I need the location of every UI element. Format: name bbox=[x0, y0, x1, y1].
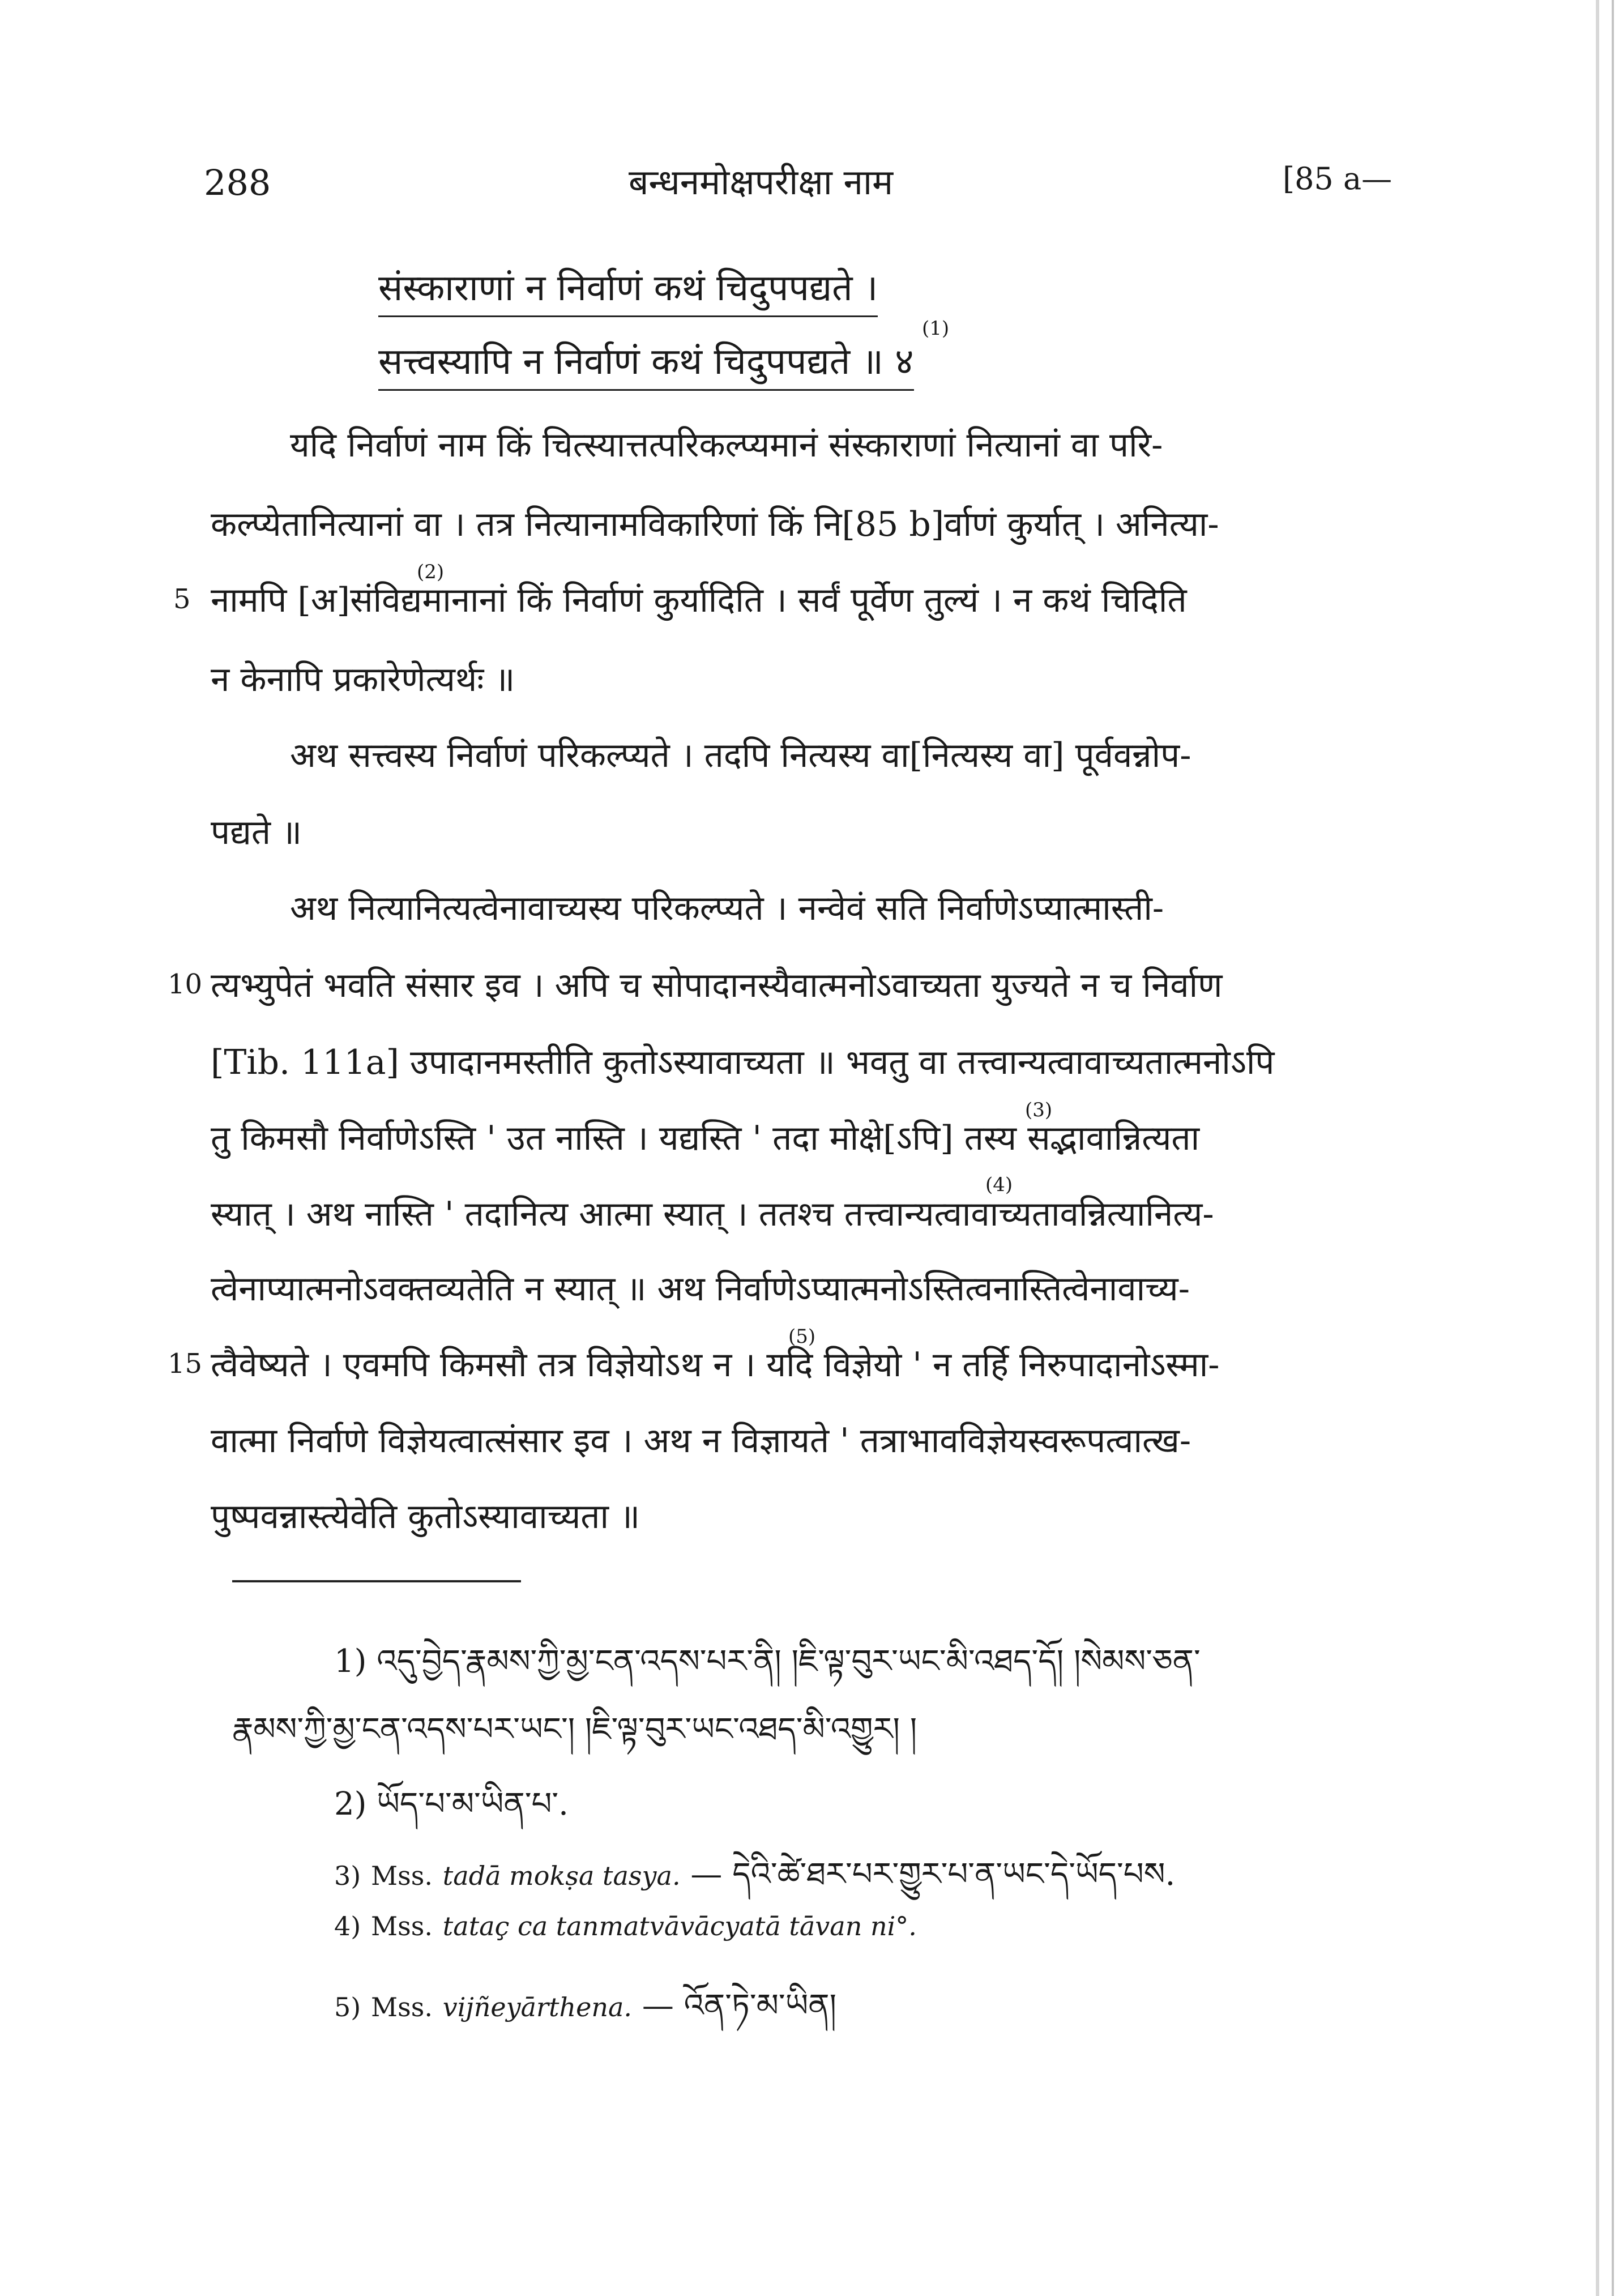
footnote-number: 5) bbox=[334, 1992, 361, 2022]
footnote-4 bbox=[334, 1906, 917, 1943]
footnote-tibetan: དེའི་ཚེ་ཐར་པར་གྱུར་པ་ན་ཡང་དེ་ཡོད་པས. bbox=[732, 1856, 1176, 1893]
body-line: त्यभ्युपेतं भवति संसार इव । अपि च सोपादानस्यैवात्मनोऽवाच्यता युज्यते न च निर्वाण bbox=[211, 966, 1223, 1005]
verse-line-2: सत्त्वस्यापि न निर्वाणं कथं चिदुपपद्यते ॥ ४ bbox=[378, 335, 914, 391]
footnote-label: Mss. bbox=[371, 1992, 433, 2022]
scan-edge bbox=[1612, 0, 1614, 2296]
body-line: कल्प्येतानित्यानां वा । तत्र नित्यानामविकारिणां किं नि[85 b]र्वाणं कुर्यात् । अनित्या- bbox=[211, 505, 1219, 544]
page-number: 288 bbox=[204, 162, 271, 203]
footnote-tibetan: འོན་ཏེ་མ་ཡིན། bbox=[684, 1987, 837, 2024]
footnote-number: 1) bbox=[334, 1643, 367, 1680]
body-line: तु किमसौ निर्वाणेऽस्ति ' उत नास्ति । यद्यस्ति ' तदा मोक्षे[ऽपि] तस्य सद्भावान्नित्यता bbox=[211, 1119, 1200, 1158]
line-number: 5 bbox=[173, 583, 191, 615]
footnote-dash: — bbox=[690, 1856, 723, 1893]
footnote-reading: vijñeyārthena. bbox=[442, 1992, 632, 2022]
footnote-mark: (1) bbox=[922, 317, 950, 340]
footnote-text: རྣམས་ཀྱི་མྱ་ངན་འདས་པར་ཡང་། །ཇི་ལྟ་བུར་ཡང་འཐད་མི་འགྱུར། ། bbox=[232, 1711, 917, 1748]
footnote-text: འདུ་བྱེད་རྣམས་ཀྱི་མྱ་ངན་འདས་པར་ནི། །ཇི་ལྟ་བུར་ཡང་མི་འཐད་དོ། །སེམས་ཅན་ bbox=[377, 1643, 1201, 1680]
scan-edge bbox=[1596, 0, 1599, 2296]
footnote-number: 3) bbox=[334, 1860, 361, 1891]
body-line: यदि निर्वाणं नाम किं चित्स्यात्तत्परिकल्प्यमानं संस्काराणां नित्यानां वा परि- bbox=[290, 425, 1163, 465]
body-line: त्वेनाप्यात्मनोऽवक्तव्यतेति न स्यात् ॥ अथ निर्वाणेऽप्यात्मनोऽस्तित्वनास्तित्वेनावाच्य- bbox=[211, 1269, 1190, 1309]
footnote-dash: — bbox=[642, 1987, 674, 2024]
body-line: अथ नित्यानित्यत्वेनावाच्यस्य परिकल्प्यते । नन्वेवं सति निर्वाणेऽप्यात्मास्ती- bbox=[290, 889, 1164, 928]
footnote-divider bbox=[232, 1580, 521, 1582]
body-line: अथ सत्त्वस्य निर्वाणं परिकल्प्यते । तदपि नित्यस्य वा[नित्यस्य वा] पूर्ववन्नोप- bbox=[290, 736, 1191, 775]
footnote-number: 4) bbox=[334, 1911, 361, 1941]
body-line: पुष्पवन्नास्त्येवेति कुतोऽस्यावाच्यता ॥ bbox=[211, 1497, 640, 1537]
line-number: 15 bbox=[168, 1348, 203, 1380]
footnote-mark: (5) bbox=[788, 1325, 816, 1348]
line-number: 10 bbox=[168, 968, 203, 1000]
footnote-reading: tataç ca tanmatvāvācyatā tāvan ni°. bbox=[442, 1911, 917, 1941]
body-line: नामपि [अ]संविद्यमानानां किं निर्वाणं कुर्यादिति । सर्वं पूर्वेण तुल्यं । न कथं चिदिति bbox=[211, 581, 1187, 620]
footnote-number: 2) bbox=[334, 1786, 367, 1823]
footnote-5 bbox=[334, 1970, 836, 2059]
body-line: पद्यते ॥ bbox=[211, 813, 302, 852]
body-line: न केनापि प्रकारेणेत्यर्थः ॥ bbox=[211, 660, 515, 699]
footnote-reading: tadā mokṣa tasya. bbox=[442, 1860, 681, 1891]
footnote-text: ཡོད་པ་མ་ཡིན་པ་. bbox=[377, 1786, 569, 1823]
footnote-mark: (2) bbox=[417, 561, 445, 583]
footnote-mark: (4) bbox=[985, 1173, 1013, 1196]
body-line: त्वैवेष्यते । एवमपि किमसौ तत्र विज्ञेयोऽथ न । यदि विज्ञेयो ' न तर्हि निरुपादानोऽस्मा- bbox=[211, 1345, 1220, 1385]
verse-line-1: संस्काराणां न निर्वाणं कथं चिदुपपद्यते । bbox=[378, 262, 878, 317]
footnote-mark: (3) bbox=[1025, 1099, 1053, 1121]
body-line: स्यात् । अथ नास्ति ' तदानित्य आत्मा स्यात् । ततश्च तत्त्वान्यत्वावाच्यतावन्नित्यानित्य- bbox=[211, 1194, 1214, 1234]
body-line: वात्मा निर्वाणे विज्ञेयत्वात्संसार इव । अथ न विज्ञायते ' तत्राभावविज्ञेयस्वरूपत्वात्ख- bbox=[211, 1421, 1191, 1461]
body-line: [Tib. 111a] उपादानमस्तीति कुतोऽस्यावाच्यता ॥ भवतु वा तत्त्वान्यत्वावाच्यतात्मनोऽपि bbox=[211, 1043, 1275, 1082]
footnote-label: Mss. bbox=[371, 1911, 433, 1941]
folio-reference: [85 a— bbox=[1283, 161, 1393, 197]
footnote-label: Mss. bbox=[371, 1860, 433, 1891]
running-title: बन्धनमोक्षपरीक्षा नाम bbox=[629, 161, 894, 203]
